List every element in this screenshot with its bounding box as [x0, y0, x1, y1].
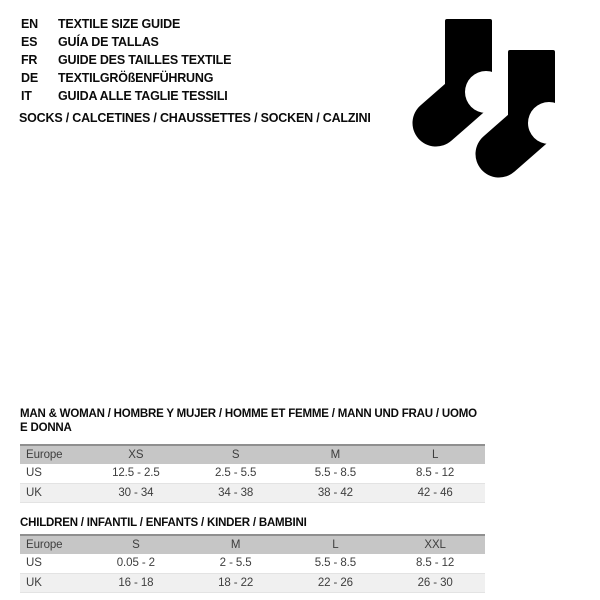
header-cell-europe: Europe	[20, 535, 86, 554]
language-code: EN	[21, 17, 38, 31]
header-cell-size: L	[385, 445, 485, 464]
language-row-en	[21, 15, 231, 33]
language-label: GUÍA DE TALLAS	[58, 35, 159, 49]
size-table-section-children	[20, 516, 485, 593]
size-value-cell: 8.5 - 12	[385, 464, 485, 483]
language-label: TEXTILGRÖßENFÜHRUNG	[58, 71, 214, 85]
size-value-cell: 38 - 42	[286, 483, 386, 502]
size-table-children	[20, 534, 485, 593]
size-value-cell: 8.5 - 12	[385, 554, 485, 573]
size-value-cell: 18 - 22	[186, 573, 286, 592]
language-label: TEXTILE SIZE GUIDE	[58, 17, 181, 31]
language-row-it	[21, 87, 231, 105]
table-header-row	[20, 535, 485, 554]
table-title-adults: MAN & WOMAN / HOMBRE Y MUJER / HOMME ET FEMME / MANN UND FRAU / UOMO E DONNA	[20, 408, 477, 434]
size-table-adults	[20, 444, 485, 503]
region-cell: US	[20, 464, 86, 483]
header-cell-size: M	[186, 535, 286, 554]
size-value-cell: 34 - 38	[186, 483, 286, 502]
language-code: DE	[21, 71, 38, 85]
header-cell-europe: Europe	[20, 445, 86, 464]
size-table-section-adults	[20, 407, 485, 503]
table-header-row	[20, 445, 485, 464]
language-code: IT	[21, 89, 32, 103]
language-row-fr	[21, 51, 231, 69]
language-code: ES	[21, 35, 38, 49]
table-row-uk	[20, 573, 485, 592]
sock-back-shape	[436, 19, 507, 123]
table-row-us	[20, 554, 485, 573]
region-cell: US	[20, 554, 86, 573]
language-row-de	[21, 69, 231, 87]
language-code: FR	[21, 53, 38, 67]
header-cell-size: M	[286, 445, 386, 464]
sock-front-shape	[499, 46, 570, 155]
product-category-title: SOCKS / CALCETINES / CHAUSSETTES / SOCKEN / CALZINI	[19, 111, 371, 125]
header-cell-size: XS	[86, 445, 186, 464]
size-value-cell: 2.5 - 5.5	[186, 464, 286, 483]
size-value-cell: 2 - 5.5	[186, 554, 286, 573]
size-value-cell: 30 - 34	[86, 483, 186, 502]
language-label: GUIDA ALLE TAGLIE TESSILI	[58, 89, 228, 103]
table-row-us	[20, 464, 485, 483]
header-cell-size: S	[186, 445, 286, 464]
size-value-cell: 5.5 - 8.5	[286, 554, 386, 573]
table-title-children: CHILDREN / INFANTIL / ENFANTS / KINDER / BAMBINI	[20, 517, 307, 529]
socks-icon	[400, 0, 600, 200]
language-label: GUIDE DES TAILLES TEXTILE	[58, 53, 232, 67]
size-value-cell: 16 - 18	[86, 573, 186, 592]
size-value-cell: 12.5 - 2.5	[86, 464, 186, 483]
header-cell-size: L	[286, 535, 386, 554]
header-cell-size: XXL	[385, 535, 485, 554]
region-cell: UK	[20, 573, 86, 592]
language-list	[21, 15, 231, 105]
size-value-cell: 22 - 26	[286, 573, 386, 592]
table-row-uk	[20, 483, 485, 502]
size-value-cell: 26 - 30	[385, 573, 485, 592]
size-value-cell: 42 - 46	[385, 483, 485, 502]
header-cell-size: S	[86, 535, 186, 554]
language-row-es	[21, 33, 231, 51]
size-value-cell: 0.05 - 2	[86, 554, 186, 573]
size-value-cell: 5.5 - 8.5	[286, 464, 386, 483]
region-cell: UK	[20, 483, 86, 502]
